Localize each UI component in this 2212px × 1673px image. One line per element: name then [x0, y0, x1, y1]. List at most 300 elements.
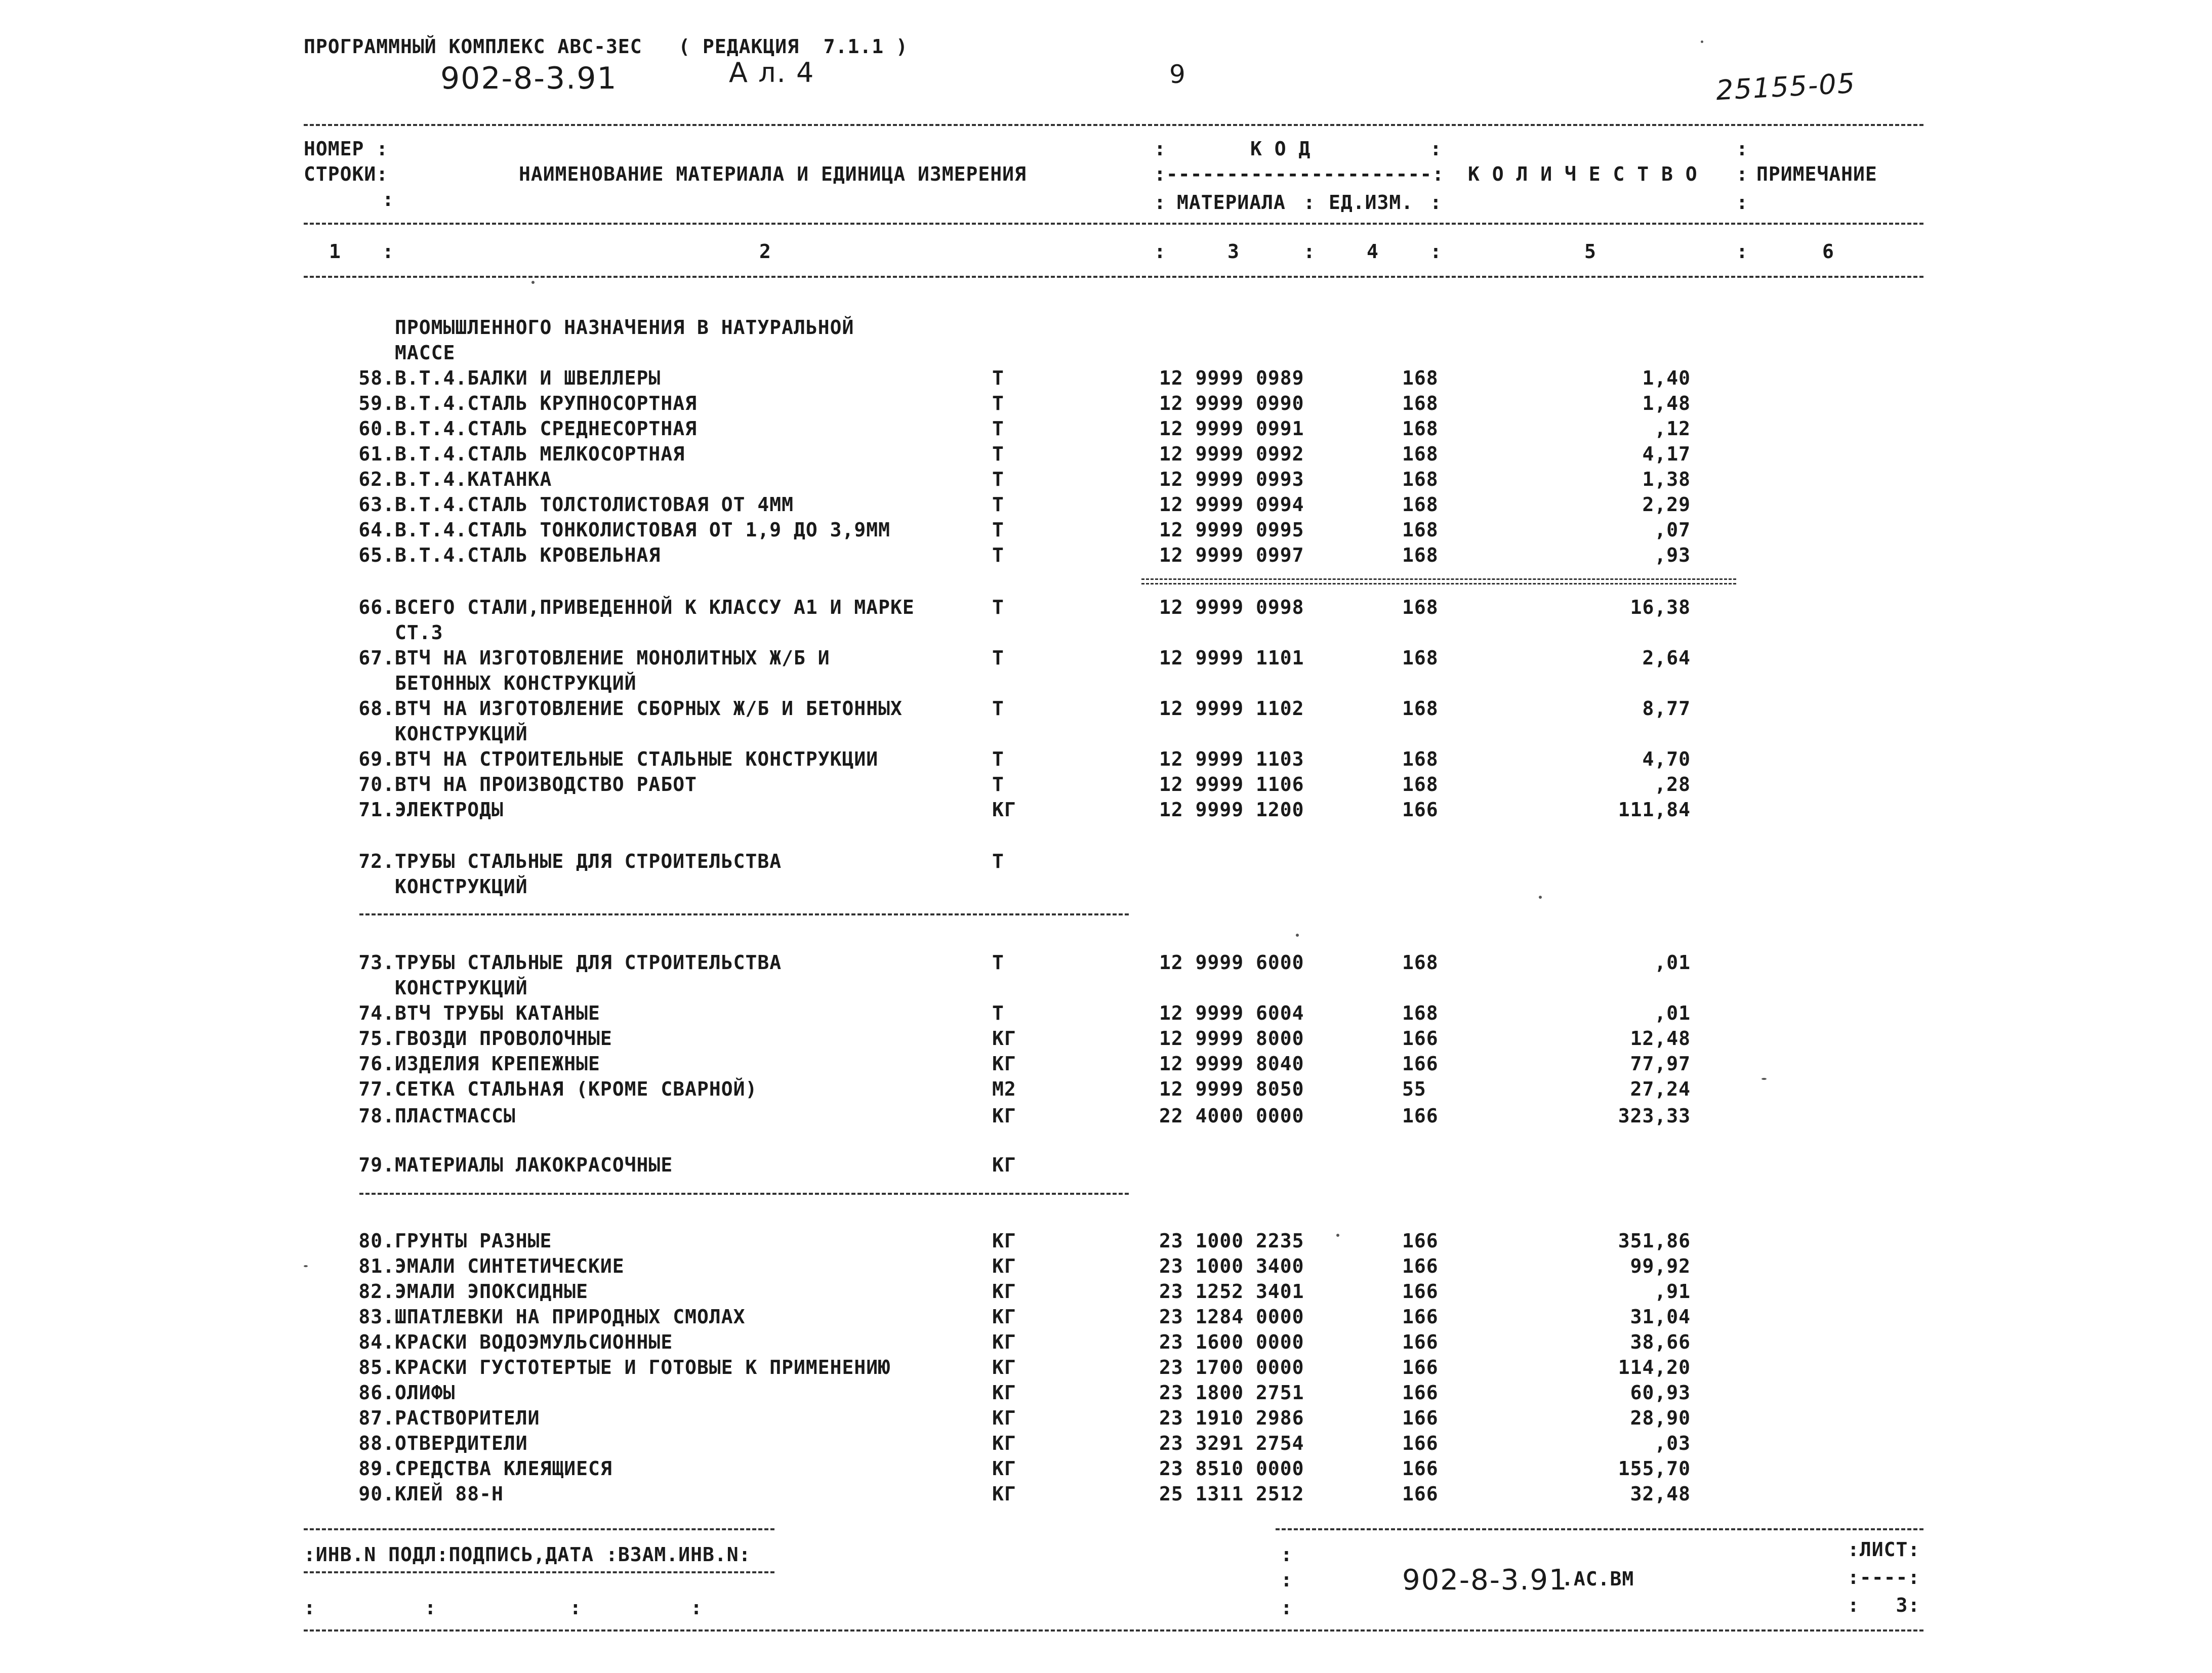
- row-number: 63.: [358, 493, 395, 516]
- col-sep: :: [1736, 138, 1748, 160]
- sheet-number: : 3:: [1848, 1594, 1920, 1616]
- col-num-label-1: НОМЕР :: [304, 138, 389, 160]
- sheet-note-handwritten: А л. 4: [729, 57, 815, 89]
- quantity: 27,24: [1630, 1078, 1691, 1100]
- quantity: 16,38: [1630, 596, 1691, 618]
- unit-code: 166: [1402, 1306, 1439, 1328]
- table-row: [0, 1105, 2212, 1130]
- row-number: 83.: [358, 1306, 395, 1328]
- row-number: 58.: [358, 367, 395, 389]
- unit-of-measure: КГ: [992, 799, 1016, 821]
- row-number: 88.: [358, 1432, 395, 1454]
- material-name: ОТВЕРДИТЕЛИ: [395, 1432, 528, 1454]
- unit-of-measure: Т: [992, 850, 1004, 872]
- unit-of-measure: КГ: [992, 1306, 1016, 1328]
- row-number: 78.: [358, 1105, 395, 1127]
- unit-code: 166: [1402, 799, 1439, 821]
- col-index-6: 6: [1822, 240, 1834, 263]
- program-title: ПРОГРАММНЫЙ КОМПЛЕКС АВС-3ЕС ( РЕДАКЦИЯ 7.1.1 ): [304, 35, 908, 58]
- unit-of-measure: Т: [992, 392, 1004, 414]
- sheet-label: :ЛИСТ:: [1848, 1538, 1920, 1561]
- quantity: 8,77: [1642, 697, 1691, 720]
- footer-doc-code-handwritten: 902-8-3.91: [1402, 1564, 1568, 1597]
- page-number-handwritten: 9: [1169, 60, 1186, 89]
- quantity: 12,48: [1630, 1027, 1691, 1050]
- material-name: СРЕДСТВА КЛЕЯЩИЕСЯ: [395, 1457, 612, 1480]
- material-name: ВСЕГО СТАЛИ,ПРИВЕДЕННОЙ К КЛАССУ А1 И МАРКЕ: [395, 596, 915, 618]
- material-name: КЛЕЙ 88-Н: [395, 1483, 504, 1505]
- col-code-label: К О Д: [1250, 138, 1311, 160]
- table-row: [0, 951, 2212, 977]
- col-sep: :: [1430, 138, 1442, 160]
- table-row: [0, 1230, 2212, 1255]
- table-row: [0, 748, 2212, 773]
- unit-of-measure: КГ: [992, 1105, 1016, 1127]
- row-number: 79.: [358, 1154, 395, 1176]
- unit-code: 168: [1402, 647, 1439, 669]
- quantity: ,03: [1654, 1432, 1691, 1454]
- row-number: 73.: [358, 951, 395, 974]
- unit-of-measure: КГ: [992, 1407, 1016, 1429]
- unit-code: 166: [1402, 1483, 1439, 1505]
- quantity: 351,86: [1618, 1230, 1691, 1252]
- material-code: 12 9999 1101: [1159, 647, 1304, 669]
- unit-of-measure: КГ: [992, 1382, 1016, 1404]
- unit-of-measure: КГ: [992, 1280, 1016, 1303]
- quantity: 2,29: [1642, 493, 1691, 516]
- unit-of-measure: Т: [992, 697, 1004, 720]
- quantity: ,12: [1654, 417, 1691, 440]
- material-name: СТ.3: [395, 621, 443, 644]
- row-number: 62.: [358, 468, 395, 490]
- row-number: 89.: [358, 1457, 395, 1480]
- col-mat-label: МАТЕРИАЛА: [1177, 191, 1286, 214]
- col-note-label: ПРИМЕЧАНИЕ: [1756, 163, 1877, 185]
- table-row: [0, 493, 2212, 519]
- material-code: 12 9999 8050: [1159, 1078, 1304, 1100]
- quantity: 323,33: [1618, 1105, 1691, 1127]
- material-name: ЭМАЛИ СИНТЕТИЧЕСКИЕ: [395, 1255, 625, 1277]
- unit-code: 55: [1402, 1078, 1426, 1100]
- quantity: 99,92: [1630, 1255, 1691, 1277]
- footer-rule-right-top: [1276, 1528, 1923, 1530]
- material-code: 12 9999 1106: [1159, 773, 1304, 796]
- material-code: 23 1910 2986: [1159, 1407, 1304, 1429]
- row-number: 82.: [358, 1280, 395, 1303]
- material-code: 23 1800 2751: [1159, 1382, 1304, 1404]
- material-name: КОНСТРУКЦИЙ: [395, 875, 528, 898]
- material-name: В.Т.4.КАТАНКА: [395, 468, 552, 490]
- row-number: 84.: [358, 1331, 395, 1353]
- row-number: 64.: [358, 519, 395, 541]
- table-row: [0, 468, 2212, 493]
- col-sep: :: [1430, 191, 1442, 214]
- scan-speck: [1762, 1078, 1767, 1080]
- material-name: В.Т.4.БАЛКИ И ШВЕЛЛЕРЫ: [395, 367, 661, 389]
- col-ed-label: ЕД.ИЗМ.: [1329, 191, 1414, 214]
- unit-of-measure: М2: [992, 1078, 1016, 1100]
- row-number: 72.: [358, 850, 395, 872]
- material-code: 12 9999 0994: [1159, 493, 1304, 516]
- scan-speck: [1701, 40, 1703, 43]
- material-code: 12 9999 0992: [1159, 443, 1304, 465]
- doc-code-handwritten: 902-8-3.91: [440, 61, 618, 96]
- footer-signature-labels: :ИНВ.N ПОДЛ:ПОДПИСЬ,ДАТА :ВЗАМ.ИНВ.N:: [304, 1543, 751, 1566]
- material-name: ПРОМЫШЛЕННОГО НАЗНАЧЕНИЯ В НАТУРАЛЬНОЙ: [395, 316, 854, 339]
- material-name: В.Т.4.СТАЛЬ ТОЛСТОЛИСТОВАЯ ОТ 4ММ: [395, 493, 794, 516]
- unit-of-measure: Т: [992, 951, 1004, 974]
- material-code: 12 9999 0997: [1159, 544, 1304, 566]
- material-code: 12 9999 0991: [1159, 417, 1304, 440]
- row-number: 71.: [358, 799, 395, 821]
- row-number: 61.: [358, 443, 395, 465]
- material-name: РАСТВОРИТЕЛИ: [395, 1407, 540, 1429]
- unit-of-measure: Т: [992, 417, 1004, 440]
- row-number: 77.: [358, 1078, 395, 1100]
- unit-code: 168: [1402, 748, 1439, 770]
- material-code: 12 9999 0993: [1159, 468, 1304, 490]
- material-name: В.Т.4.СТАЛЬ ТОНКОЛИСТОВАЯ ОТ 1,9 ДО 3,9ММ: [395, 519, 890, 541]
- material-code: 23 1000 2235: [1159, 1230, 1304, 1252]
- table-row: [0, 723, 2212, 748]
- table-row: [0, 1255, 2212, 1280]
- material-name: ШПАТЛЕВКИ НА ПРИРОДНЫХ СМОЛАХ: [395, 1306, 746, 1328]
- unit-of-measure: Т: [992, 443, 1004, 465]
- footer-rule-left-top: [304, 1528, 774, 1530]
- table-row: [0, 1002, 2212, 1027]
- unit-code: 168: [1402, 493, 1439, 516]
- unit-code: 166: [1402, 1382, 1439, 1404]
- footer-doc-suffix: .АС.ВМ: [1562, 1568, 1634, 1590]
- unit-of-measure: Т: [992, 544, 1004, 566]
- material-name: КРАСКИ ВОДОЭМУЛЬСИОННЫЕ: [395, 1331, 673, 1353]
- row-number: 85.: [358, 1356, 395, 1378]
- row-number: 75.: [358, 1027, 395, 1050]
- quantity: 31,04: [1630, 1306, 1691, 1328]
- col-index-4: 4: [1367, 240, 1379, 263]
- quantity: 4,17: [1642, 443, 1691, 465]
- row-number: 87.: [358, 1407, 395, 1429]
- subtotal-double-rule: [1141, 578, 1736, 584]
- row-number: 86.: [358, 1382, 395, 1404]
- col-index-1: 1: [329, 240, 341, 263]
- quantity: 114,20: [1618, 1356, 1691, 1378]
- unit-code: 166: [1402, 1280, 1439, 1303]
- material-name: ТРУБЫ СТАЛЬНЫЕ ДЛЯ СТРОИТЕЛЬСТВА: [395, 951, 782, 974]
- unit-code: 168: [1402, 392, 1439, 414]
- footer-sep: :: [1281, 1543, 1293, 1566]
- quantity: ,01: [1654, 1002, 1691, 1024]
- row-number: 59.: [358, 392, 395, 414]
- unit-of-measure: КГ: [992, 1230, 1016, 1252]
- table-row: [0, 1280, 2212, 1306]
- group-rule-72: [359, 913, 1129, 915]
- material-name: ГВОЗДИ ПРОВОЛОЧНЫЕ: [395, 1027, 612, 1050]
- material-code: 12 9999 8000: [1159, 1027, 1304, 1050]
- material-code: 23 1700 0000: [1159, 1356, 1304, 1378]
- material-name: ВТЧ НА ИЗГОТОВЛЕНИЕ СБОРНЫХ Ж/Б И БЕТОННЫХ: [395, 697, 903, 720]
- table-row: [0, 977, 2212, 1002]
- table-row: [0, 1078, 2212, 1103]
- col-sep: :: [382, 240, 394, 263]
- table-row: [0, 697, 2212, 723]
- unit-code: 166: [1402, 1105, 1439, 1127]
- material-name: ВТЧ НА ПРОИЗВОДСТВО РАБОТ: [395, 773, 697, 796]
- quantity: 32,48: [1630, 1483, 1691, 1505]
- quantity: 28,90: [1630, 1407, 1691, 1429]
- unit-code: 168: [1402, 773, 1439, 796]
- footer-signature-fields: : : : :: [304, 1597, 703, 1619]
- scan-speck: [1539, 896, 1542, 899]
- unit-code: 166: [1402, 1053, 1439, 1075]
- unit-of-measure: Т: [992, 596, 1004, 618]
- quantity: ,28: [1654, 773, 1691, 796]
- col-sep: :: [1430, 240, 1442, 263]
- unit-of-measure: Т: [992, 519, 1004, 541]
- unit-code: 168: [1402, 951, 1439, 974]
- unit-of-measure: КГ: [992, 1457, 1016, 1480]
- quantity: 1,40: [1642, 367, 1691, 389]
- table-row: [0, 1331, 2212, 1356]
- col-name-label: НАИМЕНОВАНИЕ МАТЕРИАЛА И ЕДИНИЦА ИЗМЕРЕНИЯ: [519, 163, 1027, 185]
- material-name: В.Т.4.СТАЛЬ КРОВЕЛЬНАЯ: [395, 544, 661, 566]
- material-name: В.Т.4.СТАЛЬ КРУПНОСОРТНАЯ: [395, 392, 697, 414]
- material-code: 22 4000 0000: [1159, 1105, 1304, 1127]
- table-row: [0, 1483, 2212, 1508]
- unit-of-measure: КГ: [992, 1432, 1016, 1454]
- unit-code: 168: [1402, 519, 1439, 541]
- unit-of-measure: Т: [992, 1002, 1004, 1024]
- quantity: ,07: [1654, 519, 1691, 541]
- table-row: [0, 342, 2212, 367]
- material-name: КОНСТРУКЦИЙ: [395, 977, 528, 999]
- col-sep: :: [1736, 240, 1748, 263]
- unit-of-measure: Т: [992, 773, 1004, 796]
- table-row: [0, 1432, 2212, 1457]
- table-row: [0, 1053, 2212, 1078]
- unit-code: 168: [1402, 468, 1439, 490]
- row-number: 80.: [358, 1230, 395, 1252]
- quantity: ,93: [1654, 544, 1691, 566]
- col-qty-label: К О Л И Ч Е С Т В О: [1468, 163, 1698, 185]
- material-name: ПЛАСТМАССЫ: [395, 1105, 516, 1127]
- unit-of-measure: КГ: [992, 1356, 1016, 1378]
- material-code: 23 1252 3401: [1159, 1280, 1304, 1303]
- unit-code: 166: [1402, 1432, 1439, 1454]
- quantity: 1,48: [1642, 392, 1691, 414]
- sheet-separator: :----:: [1848, 1566, 1920, 1588]
- unit-of-measure: Т: [992, 468, 1004, 490]
- unit-code: 168: [1402, 417, 1439, 440]
- unit-code: 168: [1402, 544, 1439, 566]
- material-code: 12 9999 8040: [1159, 1053, 1304, 1075]
- material-code: 12 9999 6004: [1159, 1002, 1304, 1024]
- col-code-rule: :----------------------:: [1154, 163, 1445, 185]
- unit-code: 168: [1402, 596, 1439, 618]
- quantity: 38,66: [1630, 1331, 1691, 1353]
- material-name: ОЛИФЫ: [395, 1382, 456, 1404]
- table-row: [0, 1356, 2212, 1382]
- table-row: [0, 443, 2212, 468]
- table-row: [0, 544, 2212, 569]
- material-name: ИЗДЕЛИЯ КРЕПЕЖНЫЕ: [395, 1053, 600, 1075]
- row-number: 68.: [358, 697, 395, 720]
- row-number: 76.: [358, 1053, 395, 1075]
- col-sep: :: [1154, 138, 1166, 160]
- material-name: КОНСТРУКЦИЙ: [395, 723, 528, 745]
- footer-sep: :: [1281, 1569, 1293, 1591]
- unit-code: 166: [1402, 1230, 1439, 1252]
- table-row: [0, 392, 2212, 417]
- footer-sep: :: [1281, 1597, 1293, 1619]
- row-number: 90.: [358, 1483, 395, 1505]
- col-sep: :: [1736, 191, 1748, 214]
- table-row: [0, 672, 2212, 697]
- quantity: ,91: [1654, 1280, 1691, 1303]
- material-code: 12 9999 1102: [1159, 697, 1304, 720]
- unit-of-measure: Т: [992, 748, 1004, 770]
- material-name: КРАСКИ ГУСТОТЕРТЫЕ И ГОТОВЫЕ К ПРИМЕНЕНИЮ: [395, 1356, 890, 1378]
- material-code: 12 9999 6000: [1159, 951, 1304, 974]
- row-number: 81.: [358, 1255, 395, 1277]
- row-number: 60.: [358, 417, 395, 440]
- material-name: БЕТОННЫХ КОНСТРУКЦИЙ: [395, 672, 637, 694]
- table-row: [0, 316, 2212, 342]
- quantity: 2,64: [1642, 647, 1691, 669]
- material-name: МАТЕРИАЛЫ ЛАКОКРАСОЧНЫЕ: [395, 1154, 673, 1176]
- quantity: 155,70: [1618, 1457, 1691, 1480]
- material-code: 12 9999 0990: [1159, 392, 1304, 414]
- group-rule-79: [359, 1193, 1129, 1195]
- material-name: В.Т.4.СТАЛЬ МЕЛКОСОРТНАЯ: [395, 443, 685, 465]
- material-code: 12 9999 1103: [1159, 748, 1304, 770]
- table-row: [0, 367, 2212, 392]
- quantity: ,01: [1654, 951, 1691, 974]
- material-code: 23 1000 3400: [1159, 1255, 1304, 1277]
- unit-code: 168: [1402, 367, 1439, 389]
- table-row: [0, 417, 2212, 443]
- material-name: СЕТКА СТАЛЬНАЯ (КРОМЕ СВАРНОЙ): [395, 1078, 758, 1100]
- table-row: [0, 1382, 2212, 1407]
- row-number: 65.: [358, 544, 395, 566]
- table-row: [0, 647, 2212, 672]
- header-rule-top: [304, 124, 1923, 126]
- table-row: [0, 1457, 2212, 1483]
- unit-of-measure: КГ: [992, 1053, 1016, 1075]
- col-index-2: 2: [759, 240, 771, 263]
- unit-code: 166: [1402, 1255, 1439, 1277]
- footer-rule-bottom: [304, 1629, 1923, 1632]
- col-sep: :: [1154, 240, 1166, 263]
- unit-code: 166: [1402, 1027, 1439, 1050]
- quantity: 60,93: [1630, 1382, 1691, 1404]
- material-name: ТРУБЫ СТАЛЬНЫЕ ДЛЯ СТРОИТЕЛЬСТВА: [395, 850, 782, 872]
- unit-code: 166: [1402, 1331, 1439, 1353]
- quantity: 4,70: [1642, 748, 1691, 770]
- row-number: 69.: [358, 748, 395, 770]
- material-name: МАССЕ: [395, 342, 456, 364]
- scan-speck: [531, 281, 535, 284]
- material-code: 23 3291 2754: [1159, 1432, 1304, 1454]
- unit-of-measure: Т: [992, 493, 1004, 516]
- material-name: ГРУНТЫ РАЗНЫЕ: [395, 1230, 552, 1252]
- col-sep: :: [1736, 163, 1748, 185]
- table-row: [0, 1407, 2212, 1432]
- row-number: 67.: [358, 647, 395, 669]
- header-rule-mid: [304, 223, 1923, 225]
- unit-of-measure: Т: [992, 367, 1004, 389]
- material-code: 12 9999 0989: [1159, 367, 1304, 389]
- table-row: [0, 1027, 2212, 1053]
- col-index-3: 3: [1227, 240, 1240, 263]
- unit-code: 166: [1402, 1356, 1439, 1378]
- col-sep: :: [1154, 191, 1166, 214]
- table-row: [0, 596, 2212, 621]
- header-rule-bottom: [304, 276, 1923, 278]
- material-name: В.Т.4.СТАЛЬ СРЕДНЕСОРТНАЯ: [395, 417, 697, 440]
- material-name: ЭМАЛИ ЭПОКСИДНЫЕ: [395, 1280, 589, 1303]
- table-row: [0, 1306, 2212, 1331]
- unit-code: 166: [1402, 1407, 1439, 1429]
- scan-speck: [1336, 1234, 1339, 1237]
- footer-rule-left-mid: [304, 1571, 774, 1573]
- material-name: ВТЧ ТРУБЫ КАТАНЫЕ: [395, 1002, 600, 1024]
- quantity: 1,38: [1642, 468, 1691, 490]
- unit-of-measure: Т: [992, 647, 1004, 669]
- inventory-number-handwritten: 25155-05: [1715, 67, 1857, 107]
- material-code: 23 1600 0000: [1159, 1331, 1304, 1353]
- table-row: [0, 519, 2212, 544]
- unit-code: 166: [1402, 1457, 1439, 1480]
- col-index-5: 5: [1584, 240, 1596, 263]
- quantity: 77,97: [1630, 1053, 1691, 1075]
- material-code: 23 1284 0000: [1159, 1306, 1304, 1328]
- row-number: 74.: [358, 1002, 395, 1024]
- quantity: 111,84: [1618, 799, 1691, 821]
- col-num-label-3: :: [382, 188, 394, 211]
- table-row: [0, 850, 2212, 875]
- col-sep: :: [1303, 240, 1316, 263]
- table-row: [0, 799, 2212, 824]
- unit-of-measure: КГ: [992, 1027, 1016, 1050]
- table-row: [0, 1154, 2212, 1179]
- unit-code: 168: [1402, 697, 1439, 720]
- row-number: 70.: [358, 773, 395, 796]
- material-name: ЭЛЕКТРОДЫ: [395, 799, 504, 821]
- material-code: 12 9999 0998: [1159, 596, 1304, 618]
- col-num-label-2: СТРОКИ:: [304, 163, 389, 185]
- unit-of-measure: КГ: [992, 1331, 1016, 1353]
- material-code: 25 1311 2512: [1159, 1483, 1304, 1505]
- unit-code: 168: [1402, 1002, 1439, 1024]
- row-number: 66.: [358, 596, 395, 618]
- unit-of-measure: КГ: [992, 1255, 1016, 1277]
- unit-of-measure: КГ: [992, 1483, 1016, 1505]
- material-code: 23 8510 0000: [1159, 1457, 1304, 1480]
- col-sep: :: [1303, 191, 1316, 214]
- unit-of-measure: КГ: [992, 1154, 1016, 1176]
- table-row: [0, 773, 2212, 799]
- scan-speck: [304, 1265, 308, 1267]
- scan-speck: [1296, 934, 1299, 937]
- material-code: 12 9999 0995: [1159, 519, 1304, 541]
- unit-code: 168: [1402, 443, 1439, 465]
- table-row: [0, 875, 2212, 901]
- material-name: ВТЧ НА СТРОИТЕЛЬНЫЕ СТАЛЬНЫЕ КОНСТРУКЦИИ: [395, 748, 879, 770]
- material-code: 12 9999 1200: [1159, 799, 1304, 821]
- material-name: ВТЧ НА ИЗГОТОВЛЕНИЕ МОНОЛИТНЫХ Ж/Б И: [395, 647, 830, 669]
- table-row: [0, 621, 2212, 647]
